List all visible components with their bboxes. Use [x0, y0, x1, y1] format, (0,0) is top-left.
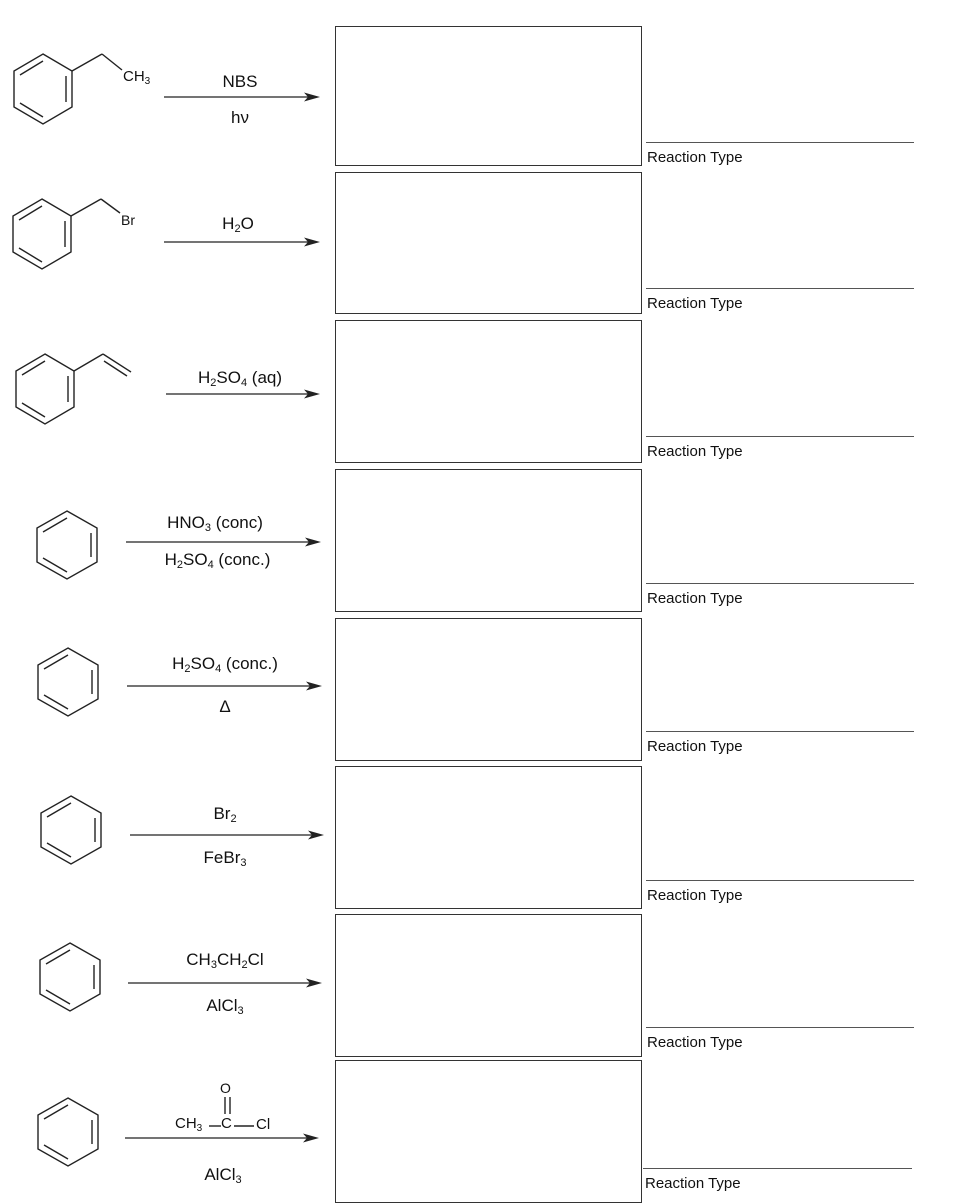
- reagent-top: $Br_2$: [213, 804, 237, 825]
- reaction-type-line[interactable]: [646, 583, 914, 584]
- reagent-top: NBS: [222, 72, 258, 91]
- reaction-type-label: Reaction Type: [647, 149, 743, 166]
- benzyl-bromide-structure: [0, 185, 170, 285]
- reagent-top: $H_2O$: [222, 214, 254, 235]
- acyl-bond-right: [234, 1124, 256, 1128]
- product-answer-box[interactable]: [335, 469, 642, 612]
- reaction-type-line[interactable]: [643, 1168, 912, 1169]
- reagent-top: $HNO_3$ (conc): [167, 513, 263, 534]
- reaction-type-line[interactable]: [646, 142, 914, 143]
- reaction-arrow: [126, 536, 326, 548]
- benzene-structure: [0, 1090, 120, 1180]
- product-answer-box[interactable]: [335, 914, 642, 1057]
- benzene-structure: [0, 640, 120, 730]
- reagent-bottom: Δ: [219, 697, 231, 716]
- benzene-structure: [0, 788, 120, 878]
- reaction-arrow: [127, 680, 327, 692]
- reagent-bottom: AlCl$_3$: [206, 996, 244, 1017]
- carbonyl-double-bond: [220, 1096, 240, 1116]
- reaction-type-label: Reaction Type: [647, 443, 743, 460]
- product-answer-box[interactable]: [335, 766, 642, 909]
- reagent-top: $H_2SO_4$ (conc.): [172, 654, 278, 675]
- reagent-bottom: AlCl$_3$: [204, 1165, 242, 1186]
- reaction-type-line[interactable]: [646, 731, 914, 732]
- reaction-type-line[interactable]: [646, 288, 914, 289]
- product-answer-box[interactable]: [335, 618, 642, 761]
- benzene-structure: [0, 935, 120, 1025]
- acyl-chlorine: Cl: [256, 1116, 271, 1133]
- acyl-carbon: C: [221, 1115, 232, 1132]
- reaction-arrow: [164, 236, 324, 248]
- reaction-type-label: Reaction Type: [645, 1175, 741, 1192]
- reagent-bottom: $H_2SO_4$ (conc.): [164, 550, 271, 571]
- reaction-type-line[interactable]: [646, 880, 914, 881]
- reaction-type-label: Reaction Type: [647, 887, 743, 904]
- reagent-bottom: FeBr$_3$: [203, 848, 247, 869]
- acyl-oxygen: O: [220, 1080, 231, 1096]
- reaction-type-line[interactable]: [646, 1027, 914, 1028]
- product-answer-box[interactable]: [335, 172, 642, 314]
- reaction-arrow: [130, 829, 330, 841]
- acyl-ch3: $CH_3$: [175, 1115, 203, 1134]
- product-answer-box[interactable]: [335, 320, 642, 463]
- reaction-type-label: Reaction Type: [647, 1034, 743, 1051]
- reaction-type-line[interactable]: [646, 436, 914, 437]
- reaction-type-label: Reaction Type: [647, 295, 743, 312]
- product-answer-box[interactable]: [335, 26, 642, 166]
- substituent-br: Br: [121, 212, 135, 228]
- reaction-arrow: [128, 977, 328, 989]
- reagent-top: $H_2SO_4$ (aq): [197, 368, 283, 389]
- substituent-ch3: $CH_3$: [123, 68, 151, 87]
- styrene-structure: [0, 340, 170, 440]
- reaction-arrow: [166, 388, 326, 400]
- ethylbenzene-structure: [0, 40, 170, 140]
- reaction-type-label: Reaction Type: [647, 738, 743, 755]
- product-answer-box[interactable]: [335, 1060, 642, 1203]
- reaction-arrow: [164, 91, 324, 103]
- reaction-arrow: [125, 1132, 325, 1144]
- reagent-bottom: hν: [231, 108, 249, 127]
- benzene-structure: [0, 500, 120, 590]
- reaction-type-label: Reaction Type: [647, 590, 743, 607]
- reagent-top: $CH_3CH_2Cl$: [186, 950, 264, 971]
